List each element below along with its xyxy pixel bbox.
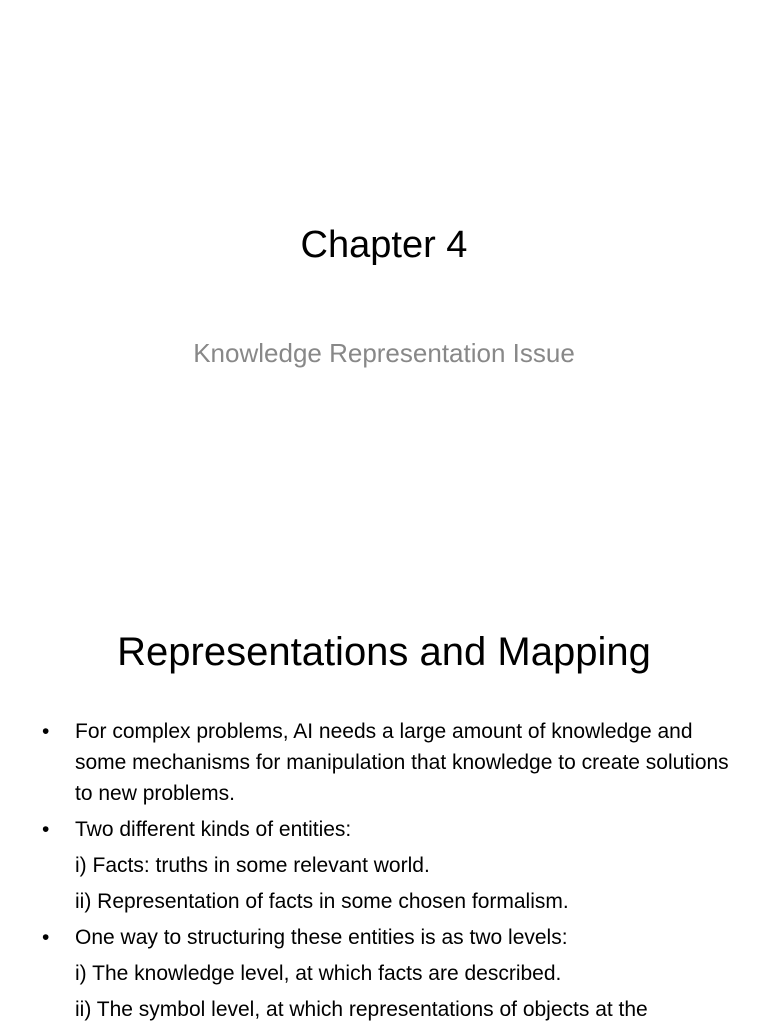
bullet-item: • For complex problems, AI needs a large amount of knowledge and some mechanisms for manipulation that knowledge to create solutions to new problems.: [40, 716, 738, 809]
sub-item: ii) Representation of facts in some chosen formalism.: [75, 890, 569, 913]
sub-item: ii) The symbol level, at which representations of objects at the: [75, 998, 648, 1021]
bullet-item: • Two different kinds of entities:: [40, 814, 738, 845]
chapter-subtitle: Knowledge Representation Issue: [193, 338, 575, 368]
sub-item: i) The knowledge level, at which facts are described.: [75, 962, 562, 985]
chapter-title: Chapter 4: [300, 224, 468, 266]
content-slide: [0, 576, 768, 1024]
bullet-list: [40, 716, 738, 1024]
bullet-item: • One way to structuring these entities is as two levels:: [40, 922, 738, 953]
slide-title: Representations and Mapping: [117, 630, 651, 674]
sub-item: i) Facts: truths in some relevant world.: [75, 854, 430, 877]
